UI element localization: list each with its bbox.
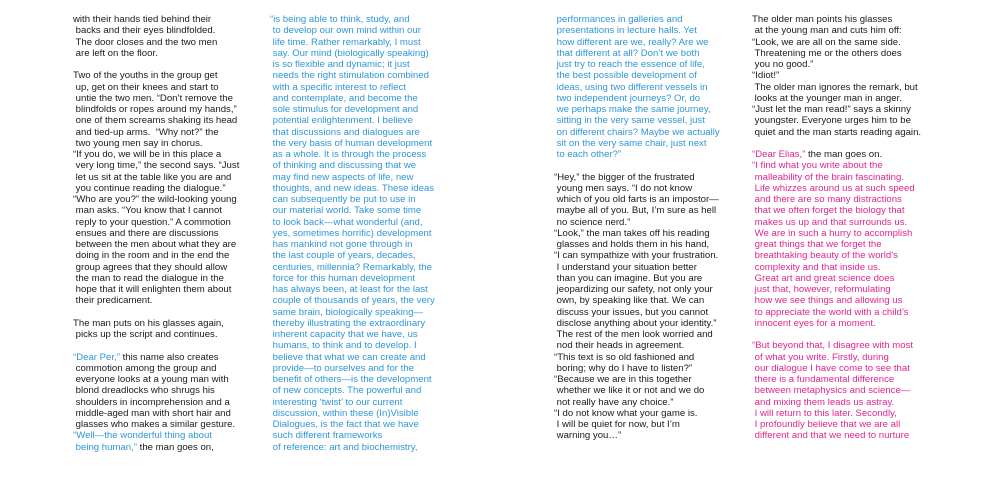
paragraph-gap [752, 329, 934, 340]
text-segment: great things that we forget the [752, 239, 882, 250]
text-line: and contemplate, and become the [270, 92, 418, 104]
text-segment: innocent eyes for a moment. [752, 317, 876, 329]
text-line: that different at all? Don’t we both [554, 47, 700, 59]
text-line: “I do not know what your game is. [554, 407, 698, 419]
text-line: let us sit at the table like you are and [73, 171, 232, 183]
text-line: reply to your question.” A commotion [73, 216, 231, 228]
text-line: I will return to this later. Secondly, [752, 407, 897, 419]
text-segment: “I find what you write about the [752, 160, 883, 172]
text-line: we perhaps make the same journey, [554, 104, 711, 115]
text-line: life time. Rather remarkably, I must [270, 36, 421, 48]
text-line: performances in galleries and [554, 14, 683, 25]
text-segment: to appreciate the world with a child’s [752, 306, 909, 318]
text-line: same brain, biologically speaking— [270, 306, 424, 318]
text-line: inherent capacity that we have, us [270, 329, 418, 340]
text-line: “Look, we are all on the same side. [752, 36, 901, 48]
text-line: their predicament. [73, 295, 153, 307]
text-line [752, 307, 934, 318]
text-line: “Look,” the man takes off his reading [554, 227, 710, 239]
text-line: the man to read the dialogue in the [73, 272, 224, 284]
text-line: young men says. “I do not know [554, 182, 693, 194]
text-line: untie the two men. “Don’t remove the [73, 92, 233, 104]
text-line: just try to reach the essence of life, [554, 59, 705, 70]
text-line: boring; why do I have to listen?” [554, 362, 693, 374]
text-line [752, 183, 934, 194]
text-line: own, by speaking like that. We can [554, 295, 705, 307]
text-line: the very basis of human development [270, 137, 433, 149]
text-line: that discussions and dialogues are [270, 126, 420, 138]
text-line: one of them screams shaking its head [73, 115, 238, 127]
text-line: is so flexible and dynamic; it just [270, 59, 410, 70]
text-line: different and that we need to nurture [752, 430, 910, 442]
text-line [752, 250, 934, 261]
text-line [752, 239, 934, 250]
text-line [752, 160, 934, 171]
text-line: of thinking and discussing that we [270, 160, 417, 172]
text-line: blond dreadlocks who shrugs his [73, 385, 215, 397]
text-line [752, 217, 934, 228]
text-line: interesting ‘twist’ to our current [270, 396, 403, 408]
text-line [752, 273, 934, 284]
text-line: potential enlightenment. I believe [270, 115, 413, 127]
text-line: The rest of the men look worried and [554, 329, 713, 340]
text-line: couple of thousands of years, the very [270, 295, 435, 307]
text-line: “Because we are in this together [554, 374, 692, 385]
text-line: between the men about what they are [73, 239, 237, 250]
text-segment: makes us up and that surrounds us. [752, 216, 908, 228]
text-line [73, 430, 255, 441]
text-line: jeopardizing our safety, not only your [554, 284, 713, 295]
text-line: of new concepts. The powerful and [270, 385, 422, 397]
text-line: you no good.” [752, 59, 814, 70]
text-segment: “Dear Per,” [73, 351, 120, 363]
text-line: “Just let the man read!” says a skinny [752, 104, 911, 115]
text-line: and tied-up arms. “Why not?” the [73, 126, 219, 138]
text-segment: the man goes on. [805, 149, 883, 160]
text-line: sit on the very same chair, just next [554, 137, 707, 149]
text-line: with their hands tied behind their [73, 14, 212, 25]
text-line: “Hey,” the bigger of the frustrated [554, 171, 695, 183]
text-line [752, 318, 934, 329]
text-line: are left on the floor. [73, 47, 158, 59]
text-line: to develop our own mind within our [270, 25, 421, 37]
paragraph-gap [73, 59, 255, 70]
text-line: how different are we, really? Are we [554, 36, 709, 48]
text-line: may find new aspects of life, new [270, 171, 414, 183]
text-line [752, 262, 934, 273]
text-line [752, 149, 934, 160]
text-line [73, 442, 255, 453]
text-line: the last couple of years, decades, [270, 250, 416, 262]
text-line: Threatening me or the others does [752, 47, 902, 59]
text-line [752, 194, 934, 205]
text-line: picks up the script and continues. [73, 329, 218, 340]
text-segment: We are in such a hurry to accomplish [752, 227, 913, 239]
text-line: glasses who makes a similar gesture. [73, 419, 236, 430]
text-line: no science nerd.” [554, 216, 631, 228]
paragraph-gap [73, 307, 255, 318]
text-line: backs and their eyes blindfolded. [73, 25, 216, 37]
text-line: “Who are you?” the wild-looking young [73, 194, 237, 205]
text-line: warning you…” [554, 430, 622, 442]
text-line: The older man ignores the remark, but [752, 81, 918, 93]
text-segment: Life whizzes around us at such speed [752, 182, 915, 194]
text-line: force for this human development [270, 272, 416, 284]
text-line: such different frameworks [270, 430, 383, 442]
text-column-3 [554, 14, 736, 442]
text-line: has always been, at least for the last [270, 284, 428, 295]
text-line [752, 295, 934, 306]
text-line: two young men say in chorus. [73, 137, 203, 149]
text-line: I will be quiet for now, but I’m [554, 419, 680, 430]
text-line: benefit of others—is the development [270, 374, 432, 385]
text-line: Dialogues, is the fact that we have [270, 419, 419, 430]
text-line: “But beyond that, I disagree with most [752, 340, 914, 352]
text-line: between metaphysics and science— [752, 385, 911, 397]
text-line: up, get on their knees and start to [73, 81, 219, 93]
text-line [752, 228, 934, 239]
text-segment: how we see things and allowing us [752, 295, 903, 307]
text-line: which of you old farts is an impostor— [554, 194, 719, 205]
text-line: blindfolds or ropes around my hands,” [73, 104, 237, 115]
text-line: discuss your issues, but you cannot [554, 306, 709, 318]
text-line: to each other?” [554, 149, 622, 160]
text-line: provide—to ourselves and for the [270, 362, 414, 374]
text-line: has mankind not gone through in [270, 239, 413, 250]
text-line: looks at the younger man in anger. [752, 92, 902, 104]
text-line: say. Our mind (biologically speaking) [270, 47, 429, 59]
text-line [752, 205, 934, 216]
text-line: quiet and the man starts reading again. [752, 126, 922, 138]
text-column-2 [270, 14, 452, 453]
text-line: Two of the youths in the group get [73, 70, 218, 82]
text-segment: the man goes on, [137, 441, 214, 453]
text-segment: “Well—the wonderful thing about [73, 430, 213, 442]
text-line: than you can imagine. But you are [554, 272, 703, 284]
text-line: The door closes and the two men [73, 36, 218, 48]
text-line: to look back—what wonderful (and, [270, 216, 423, 228]
paragraph-gap [752, 138, 934, 149]
text-line: not really have any choice.” [554, 396, 674, 408]
text-column-4 [752, 14, 934, 442]
text-line: “is being able to think, study, and [270, 14, 410, 25]
text-line [73, 352, 255, 363]
text-segment: “Dear Elias,” [752, 149, 806, 160]
text-line: group agrees that they should allow [73, 261, 228, 273]
text-line [752, 172, 934, 183]
text-line: discussion, within these (In)Visible [270, 407, 419, 419]
text-line: maybe all of you. But, I’m sure as hell [554, 205, 717, 217]
text-line: man asks. “You know that I cannot [73, 205, 222, 217]
text-line: commotion among the group and [73, 362, 217, 374]
text-line: “Idiot!” [752, 70, 780, 82]
text-line: believe that what we can create and [270, 351, 426, 363]
text-line: disclose anything about your identity.” [554, 317, 717, 329]
text-segment: Great art and great science does [752, 272, 895, 284]
text-line: at the young man and cuts him off: [752, 25, 902, 37]
text-line: needs the right stimulation combined [270, 70, 429, 82]
text-segment: complexity and that inside us. [752, 261, 881, 273]
text-line: “This text is so old fashioned and [554, 351, 695, 363]
text-line: as a whole. It is through the process [270, 149, 427, 160]
text-line: there is a fundamental difference [752, 374, 895, 385]
text-line: shoulders in incomprehension and a [73, 396, 230, 408]
text-line: centuries, millennia? Remarkably, the [270, 261, 432, 273]
text-line: humans, to think and to develop. I [270, 340, 417, 352]
text-segment: being human,” [73, 441, 137, 453]
text-line: whether we like it or not and we do [554, 385, 705, 397]
text-line: you continue reading the dialogue.” [73, 182, 226, 194]
paragraph-gap [73, 340, 255, 351]
text-line: on different chairs? Maybe we actually [554, 126, 720, 138]
text-line: our dialogue I have come to see that [752, 362, 910, 374]
text-line: I profoundly believe that we are all [752, 419, 901, 430]
text-line: doing in the room and in the end the [73, 250, 230, 262]
text-line: ideas, using two different vessels in [554, 81, 708, 93]
text-line: sitting in the very same vessel, just [554, 115, 705, 127]
text-line: hope that it will enlighten them about [73, 284, 232, 295]
text-segment: that we often forget the biology that [752, 205, 905, 217]
text-line: of what you write. Firstly, during [752, 351, 889, 363]
paragraph-gap [554, 160, 736, 171]
text-line: presentations in lecture halls. Yet [554, 25, 697, 37]
text-line: two independent journeys? Or, do [554, 92, 701, 104]
text-line: and mixing them leads us astray. [752, 396, 895, 408]
text-line: youngster. Everyone urges him to be [752, 115, 911, 127]
text-line: The older man points his glasses [752, 14, 893, 25]
text-line: our material world. Take some time [270, 205, 422, 217]
text-line: can subsequently be put to use in [270, 194, 416, 205]
text-line: thoughts, and new ideas. These ideas [270, 182, 435, 194]
text-line: with a specific interest to reflect [270, 81, 406, 93]
text-segment: breathtaking beauty of the world’s [752, 250, 898, 262]
text-segment: just that, however, reformulating [752, 284, 891, 295]
text-line: of reference: art and biochemistry, [270, 441, 418, 453]
text-segment: malleability of the brain fascinating. [752, 171, 904, 183]
text-line: The man puts on his glasses again, [73, 317, 224, 329]
text-line: thereby illustrating the extraordinary [270, 317, 426, 329]
text-segment: and there are so many distractions [752, 194, 902, 205]
text-line: everyone looks at a young man with [73, 374, 229, 385]
text-line: very long time,” the second says. “Just [73, 160, 240, 172]
text-line: yes, sometimes horrific) development [270, 227, 432, 239]
text-line: “If you do, we will be in this place a [73, 149, 222, 160]
text-line: sole stimulus for development and [270, 104, 419, 115]
text-line: “I can sympathize with your frustration. [554, 250, 719, 262]
text-segment: this name also creates [119, 351, 219, 363]
text-line [752, 284, 934, 295]
text-column-1 [73, 14, 255, 453]
text-line: nod their heads in agreement. [554, 340, 685, 352]
text-line: I understand your situation better [554, 261, 697, 273]
text-line: ensues and there are discussions [73, 227, 219, 239]
text-line: the best possible development of [554, 70, 697, 82]
text-line: middle-aged man with short hair and [73, 407, 231, 419]
text-line: glasses and holds them in his hand, [554, 239, 710, 250]
